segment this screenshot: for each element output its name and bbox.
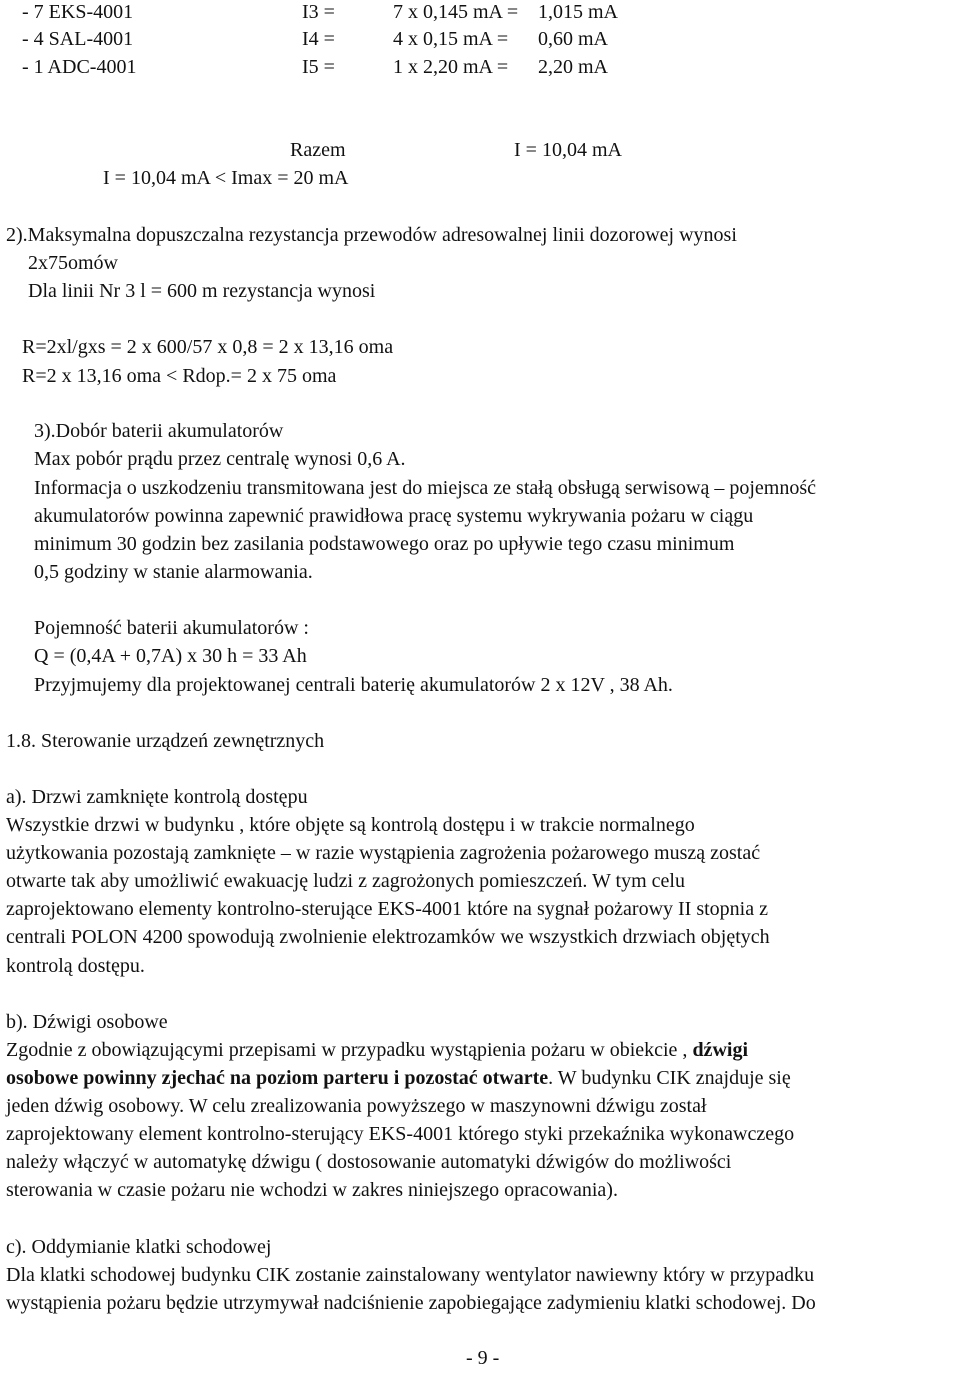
section3-line: Max pobór prądu przez centralę wynosi 0,6 A. (34, 448, 406, 470)
section2-line: 2x75omów (28, 252, 118, 274)
accepted-battery: Przyjmujemy dla projektowanej centrali baterię akumulatorów 2 x 12V , 38 Ah. (34, 674, 673, 696)
paragraph-line: Wszystkie drzwi w budynku , które objęte są kontrolą dostępu i w trakcie normalnego (6, 814, 695, 836)
bold-text-run: osobowe powinny zjechać na poziom parteru i pozostać otwarte (6, 1067, 549, 1089)
text-run: Zgodnie z obowiązującymi przepisami w przypadku wystąpienia pożaru w obiekcie , (6, 1039, 693, 1061)
calc-eq: I4 = (302, 28, 335, 50)
paragraph-line (6, 1066, 791, 1090)
calc-result: 1,015 mA (538, 1, 618, 23)
section-1-8-heading: 1.8. Sterowanie urządzeń zewnętrznych (6, 730, 325, 752)
razem-label: Razem (290, 139, 346, 161)
paragraph-line (6, 1038, 748, 1062)
text-run: . W budynku CIK znajduje się (548, 1067, 791, 1089)
paragraph-line: 0,5 godziny w stanie alarmowania. (34, 561, 313, 583)
razem-value: I = 10,04 mA (514, 139, 622, 161)
calc-eq: I3 = (302, 1, 335, 23)
paragraph-line: kontrolą dostępu. (6, 955, 145, 977)
calc-expr: 1 x 2,20 mA = (393, 56, 509, 78)
subsection-b-heading: b). Dźwigi osobowe (6, 1011, 168, 1033)
capacity-formula: Q = (0,4A + 0,7A) x 30 h = 33 Ah (34, 645, 307, 667)
paragraph-line: wystąpienia pożaru będzie utrzymywał nadciśnienie zapobiegające zadymieniu klatki schodowej. Do (6, 1292, 816, 1314)
paragraph-line: centrali POLON 4200 spowodują zwolnienie elektrozamków we wszystkich drzwiach objętych (6, 926, 770, 948)
paragraph-line: Informacja o uszkodzeniu transmitowana jest do miejsca ze stałą obsługą serwisową – pojemność (34, 477, 816, 499)
paragraph-line: użytkowania pozostają zamknięte – w razie wystąpienia zagrożenia pożarowego muszą zostać (6, 842, 761, 864)
page-number: - 9 - (466, 1347, 500, 1369)
calc-item: - 7 EKS-4001 (22, 1, 134, 23)
section3-heading: 3).Dobór baterii akumulatorów (34, 420, 284, 442)
resistance-formula: R=2 x 13,16 oma < Rdop.= 2 x 75 oma (22, 365, 337, 387)
capacity-label: Pojemność baterii akumulatorów : (34, 617, 309, 639)
calc-item: - 1 ADC-4001 (22, 56, 137, 78)
subsection-a-heading: a). Drzwi zamknięte kontrolą dostępu (6, 786, 308, 808)
subsection-c-heading: c). Oddymianie klatki schodowej (6, 1236, 272, 1258)
paragraph-line: zaprojektowany element kontrolno-sterujący EKS-4001 którego styki przekaźnika wykonawczego (6, 1123, 795, 1145)
paragraph-line: jeden dźwig osobowy. W celu zrealizowania powyższego w maszynowni dźwigu został (6, 1095, 707, 1117)
section2-heading: 2).Maksymalna dopuszczalna rezystancja przewodów adresowalnej linii dozorowej wynosi (6, 224, 737, 246)
calc-item: - 4 SAL-4001 (22, 28, 134, 50)
paragraph-line: minimum 30 godzin bez zasilania podstawowego oraz po upływie tego czasu minimum (34, 533, 735, 555)
paragraph-line: należy włączyć w automatykę dźwigu ( dostosowanie automatyki dźwigów do możliwości (6, 1151, 732, 1173)
calc-result: 0,60 mA (538, 28, 608, 50)
section2-line: Dla linii Nr 3 l = 600 m rezystancja wynosi (28, 280, 376, 302)
paragraph-line: Dla klatki schodowej budynku CIK zostanie zainstalowany wentylator nawiewny który w przypadku (6, 1264, 815, 1286)
calc-expr: 7 x 0,145 mA = (393, 1, 519, 23)
imax-line: I = 10,04 mA < Imax = 20 mA (103, 167, 349, 189)
paragraph-line: akumulatorów powinna zapewnić prawidłowa pracę systemu wykrywania pożaru w ciągu (34, 505, 754, 527)
paragraph-line: otwarte tak aby umożliwić ewakuację ludzi z zagrożonych pomieszczeń. W tym celu (6, 870, 685, 892)
paragraph-line: zaprojektowano elementy kontrolno-sterujące EKS-4001 które na sygnał pożarowy II stopnia z (6, 898, 768, 920)
resistance-formula: R=2xl/gxs = 2 x 600/57 x 0,8 = 2 x 13,16 oma (22, 336, 394, 358)
calc-result: 2,20 mA (538, 56, 608, 78)
bold-text-run: dźwigi (692, 1039, 748, 1061)
calc-eq: I5 = (302, 56, 335, 78)
calc-expr: 4 x 0,15 mA = (393, 28, 509, 50)
paragraph-line: sterowania w czasie pożaru nie wchodzi w zakres niniejszego opracowania). (6, 1179, 618, 1201)
